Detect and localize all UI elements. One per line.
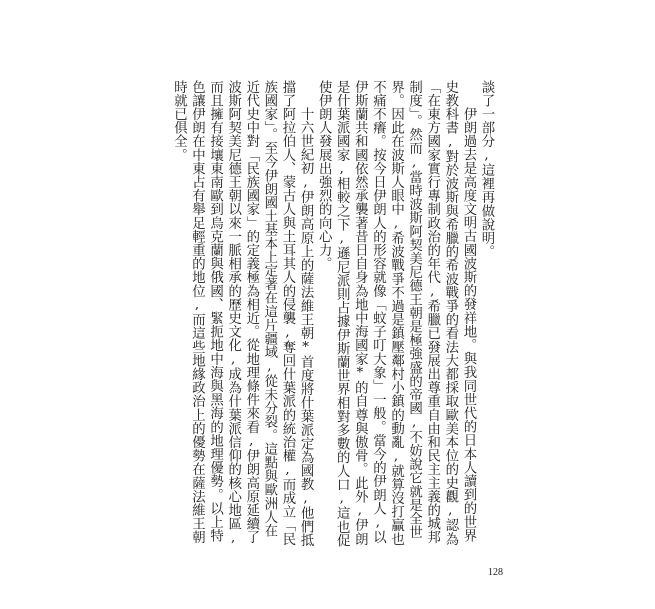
paragraph-1: 談了一部分,這裡再做說明。 <box>479 80 494 259</box>
paragraph-2: 伊朗過去是高度文明古國波斯的發祥地。與我同世代的日本人讀到的世界史教科書,對於波斯與希臘的希波戰爭的看法大都採取歐美本位的史觀,認為「在東方國家實行專制政治的年代,希臘已發展出尊重自由和民主主義的城邦制度」。然而,當時波斯阿契美尼德王朝是極強盛的帝國,不妨說它就是全世界。因此在波斯人眼中,希波戰爭不過是鎮壓鄰村小鎮的動亂,就算沒打贏也不痛不癢。按今日伊朗人的形容就像「蚊子叮大象」一般。當今的伊朗人,以伊斯蘭共和國依然承襲著昔日自身為地中海國家*的自尊與傲骨。此外,伊朗是什葉派國家,相較之下,遜尼派則占據伊斯蘭世界相對多數的人口,這也促使伊朗人發展出強烈的向心力。 <box>316 80 476 548</box>
page-number: 128 <box>488 567 503 578</box>
paragraph-3: 十六世紀初,伊朗高原上的薩法維王朝*首度將什葉派定為國教,他們抵擋了阿拉伯人、蒙古人與土耳其人的侵襲,奪回什葉派的統治權,而成立「民族國家」。至今伊朗國土基本上定著在這片疆域,從未分裂。這點與歐洲人在近代史中對「民族國家」的定義極為相近。從地理條件來看,伊朗高原延續了波斯阿契美尼德王朝以來一脈相承的歷史文化,成為什葉派信仰的核心地區,而且擁有接壤東南歐到烏克蘭與俄國、緊扼地中海與黑海的地理優勢。以上特色讓伊朗在中東占有舉足輕重的地位,而這些地緣政治上的優勢在薩法維王朝時就已俱全。 <box>171 80 314 547</box>
vertical-text-body <box>169 80 495 550</box>
